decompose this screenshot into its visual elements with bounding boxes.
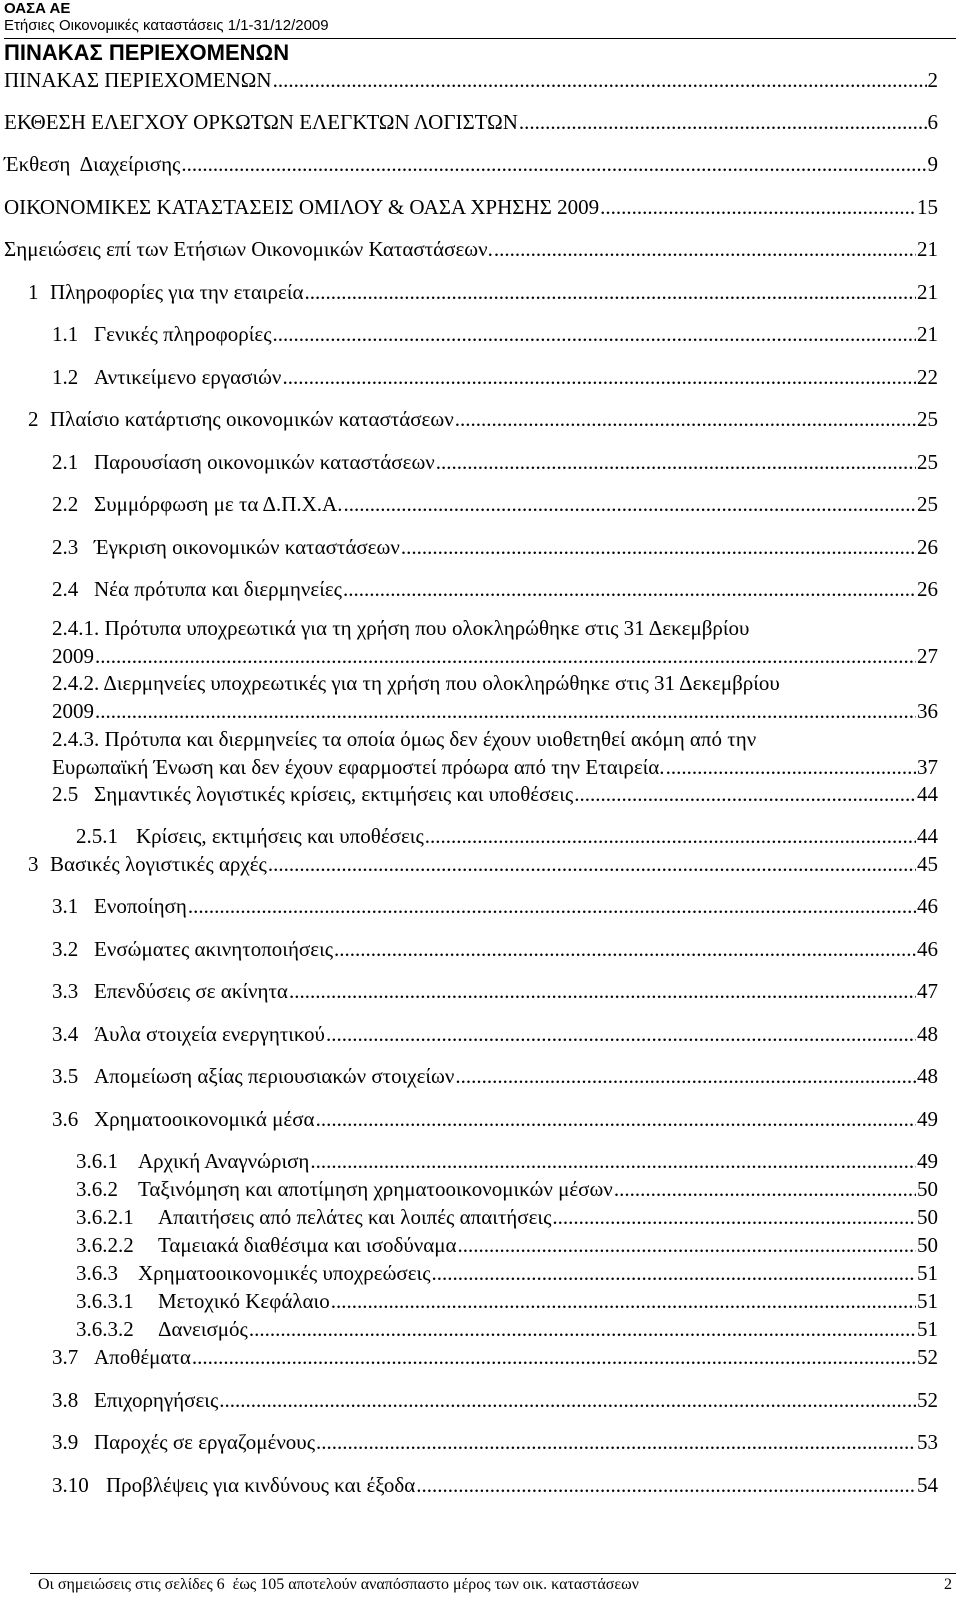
toc-entry-text: Πλαίσιο κατάρτισης οικονομικών καταστάσεων (50, 407, 454, 431)
toc-entry-text: 2009 (52, 644, 94, 668)
toc-entry-page: 51 (917, 1261, 938, 1285)
toc-entry[interactable] (52, 935, 938, 963)
toc-entry-text: Δανεισμός (158, 1317, 248, 1341)
toc-entry-text: Επενδύσεις σε ακίνητα (94, 979, 288, 1003)
toc-entry-text: Ενοποίηση (94, 894, 187, 918)
toc-entry-text: ΠΙΝΑΚΑΣ ΠΕΡΙΕΧΟΜΕΝΩΝ (4, 68, 272, 92)
toc-entry-page: 22 (917, 365, 938, 389)
footer-note: Οι σημειώσεις στις σελίδες 6 έως 105 αποτελούν αναπόσπαστο μέρος των οικ. καταστάσεων (38, 1576, 639, 1593)
toc-entry-text: Επιχορηγήσεις (94, 1388, 219, 1412)
toc-entry-text: Ευρωπαϊκή Ένωση και δεν έχουν εφαρμοστεί πρόωρα από την Εταιρεία. (52, 755, 665, 779)
toc-entry-page: 50 (917, 1233, 938, 1257)
toc-entry-text: Βασικές λογιστικές αρχές (50, 852, 267, 876)
toc-entry[interactable] (52, 725, 938, 781)
toc-entry-page: 26 (917, 535, 938, 559)
toc-entry-page: 47 (917, 979, 938, 1003)
toc-entry-number: 3.10 (52, 1473, 89, 1497)
toc-entry[interactable] (76, 1203, 938, 1231)
document-subtitle: Ετήσιες Οικονομικές καταστάσεις 1/1-31/12/2009 (4, 17, 329, 34)
toc-entry[interactable] (4, 235, 938, 263)
toc-entry-number: 2.5.1 (76, 824, 118, 848)
toc-entry-page: 53 (917, 1430, 938, 1454)
toc-entry-page: 44 (917, 782, 938, 806)
toc-entry-text: Χρηματοοικονομικές υποχρεώσεις (138, 1261, 431, 1285)
toc-entry-number: 1.1 (52, 322, 79, 346)
toc-entry-number: 3.2 (52, 937, 79, 961)
toc-entry-page: 6 (927, 110, 938, 134)
toc-entry[interactable] (52, 575, 938, 603)
toc-entry-page: 27 (917, 644, 938, 668)
toc-entry[interactable] (52, 533, 938, 561)
toc-entry-text: Παροχές σε εργαζομένους (94, 1430, 316, 1454)
toc-entry-page: 46 (917, 894, 938, 918)
toc-entry-page: 50 (917, 1205, 938, 1229)
toc-entry[interactable] (52, 320, 938, 348)
toc-entry-text: Χρηματοοικονομικά μέσα (94, 1107, 315, 1131)
toc-entry[interactable] (76, 1231, 938, 1259)
toc-entry-page: 51 (917, 1317, 938, 1341)
toc-entry-page: 21 (917, 237, 938, 261)
toc-entry-number: 2.4 (52, 577, 79, 601)
toc-entry[interactable] (76, 1287, 938, 1315)
toc-entry[interactable] (52, 780, 938, 808)
toc-entry-page: 52 (917, 1345, 938, 1369)
toc-entry-text: 2.4.1. Πρότυπα υποχρεωτικά για τη χρήση που ολοκληρώθηκε στις 31 Δεκεμβρίου (52, 616, 750, 640)
toc-entry-text: Προβλέψεις για κινδύνους και έξοδα (106, 1473, 416, 1497)
toc-entry-text: Συμμόρφωση με τα Δ.Π.Χ.Α. (94, 492, 343, 516)
toc-entry-text: Μετοχικό Κεφάλαιο (158, 1289, 330, 1313)
toc-entry-page: 15 (917, 195, 938, 219)
footer-page-number: 2 (944, 1576, 952, 1593)
toc-entry-page: 21 (917, 322, 938, 346)
toc-entry[interactable] (52, 1428, 938, 1456)
toc-entry-page: 44 (917, 824, 938, 848)
toc-entry[interactable] (52, 363, 938, 391)
toc-entry-text: Σημαντικές λογιστικές κρίσεις, εκτιμήσεις και υποθέσεις (94, 782, 574, 806)
toc-entry[interactable] (76, 1175, 938, 1203)
toc-entry[interactable] (76, 1147, 938, 1175)
toc-entry-text: Απομείωση αξίας περιουσιακών στοιχείων (94, 1064, 455, 1088)
toc-entry-text: 2009 (52, 699, 94, 723)
toc-entry[interactable] (4, 66, 938, 94)
toc-entry[interactable] (52, 669, 938, 725)
toc-entry-text: Γενικές πληροφορίες (94, 322, 272, 346)
toc-entry[interactable] (52, 1062, 938, 1090)
toc-entry-number: 3.6.3.1 (76, 1289, 134, 1313)
toc-entry[interactable] (4, 193, 938, 221)
toc-entry-text: 2.4.3. Πρότυπα και διερμηνείες τα οποία όμως δεν έχουν υιοθετηθεί ακόμη από την (52, 727, 757, 751)
toc-entry-page: 25 (917, 407, 938, 431)
toc-entry-page: 25 (917, 492, 938, 516)
toc-entry-number: 3.6.1 (76, 1149, 118, 1173)
toc-entry-page: 36 (917, 699, 938, 723)
toc-entry-text: ΟΙΚΟΝΟΜΙΚΕΣ ΚΑΤΑΣΤΑΣΕΙΣ ΟΜΙΛΟΥ & ΟΑΣΑ ΧΡΗΣΗΣ 2009 (4, 195, 600, 219)
toc-entry-page: 49 (917, 1107, 938, 1131)
toc-entry-number: 3.6.2.2 (76, 1233, 134, 1257)
toc-entry[interactable] (52, 892, 938, 920)
toc-entry-text: Πληροφορίες για την εταιρεία (50, 280, 304, 304)
toc-entry-page: 50 (917, 1177, 938, 1201)
toc-entry-page: 37 (917, 755, 938, 779)
toc-entry-page: 48 (917, 1064, 938, 1088)
header-divider (4, 38, 956, 39)
toc-entry-page: 51 (917, 1289, 938, 1313)
toc-entry-text: Ενσώματες ακινητοποιήσεις (94, 937, 334, 961)
toc-entry[interactable] (52, 1386, 938, 1414)
toc-entry[interactable] (4, 150, 938, 178)
toc-entry-number: 2.3 (52, 535, 79, 559)
toc-entry-text: Άυλα στοιχεία ενεργητικού (94, 1022, 325, 1046)
toc-entry-text: Απαιτήσεις από πελάτες και λοιπές απαιτήσεις (158, 1205, 552, 1229)
toc-entry-number: 3.3 (52, 979, 79, 1003)
toc-entry-page: 52 (917, 1388, 938, 1412)
toc-entry-text: Παρουσίαση οικονομικών καταστάσεων (94, 450, 435, 474)
toc-entry-text: Έγκριση οικονομικών καταστάσεων (94, 535, 400, 559)
toc-entry-number: 3.4 (52, 1022, 79, 1046)
toc-entry-page: 45 (917, 852, 938, 876)
toc-entry-page: 49 (917, 1149, 938, 1173)
toc-entry[interactable] (52, 1105, 938, 1133)
toc-entry-number: 3 (28, 852, 39, 876)
toc-entry-number: 3.6.3.2 (76, 1317, 134, 1341)
toc-entry-text: Κρίσεις, εκτιμήσεις και υποθέσεις (136, 824, 424, 848)
toc-entry-text: Σημειώσεις επί των Ετήσιων Οικονομικών Καταστάσεων. (4, 237, 493, 261)
toc-entry-text: Αντικείμενο εργασιών (94, 365, 282, 389)
toc-entry-number: 1.2 (52, 365, 79, 389)
toc-entry[interactable] (28, 850, 938, 878)
toc-entry-number: 3.6.3 (76, 1261, 118, 1285)
toc-entry[interactable] (52, 977, 938, 1005)
toc-entry-page: 48 (917, 1022, 938, 1046)
toc-entry-text: Ταμειακά διαθέσιμα και ισοδύναμα (158, 1233, 457, 1257)
toc-heading: ΠΙΝΑΚΑΣ ΠΕΡΙΕΧΟΜΕΝΩΝ (4, 40, 290, 65)
footer-divider (30, 1573, 956, 1574)
toc-entry-page: 54 (917, 1473, 938, 1497)
toc-entry-text: 2.4.2. Διερμηνείες υποχρεωτικές για τη χρήση που ολοκληρώθηκε στις 31 Δεκεμβρίου (52, 671, 780, 695)
toc-entry[interactable] (28, 405, 938, 433)
toc-entry-text: Αρχική Αναγνώριση (138, 1149, 310, 1173)
toc-entry[interactable] (52, 448, 938, 476)
toc-entry-text: Έκθεση Διαχείρισης (4, 152, 181, 176)
toc-entry[interactable] (76, 822, 938, 850)
toc-entry[interactable] (52, 614, 938, 670)
toc-entry-text: Αποθέματα (94, 1345, 191, 1369)
toc-entry-number: 3.6.2 (76, 1177, 118, 1201)
toc-entry-text: Νέα πρότυπα και διερμηνείες (94, 577, 342, 601)
toc-entry-number: 3.9 (52, 1430, 79, 1454)
toc-entry-number: 1 (28, 280, 39, 304)
toc-entry-number: 2.2 (52, 492, 79, 516)
toc-entry[interactable] (76, 1259, 938, 1287)
toc-entry-number: 3.1 (52, 894, 79, 918)
toc-entry-page: 9 (927, 152, 938, 176)
toc-entry-page: 26 (917, 577, 938, 601)
toc-entry-page: 21 (917, 280, 938, 304)
toc-entry-text: Ταξινόμηση και αποτίμηση χρηματοοικονομικών μέσων (138, 1177, 613, 1201)
toc-entry-number: 3.6.2.1 (76, 1205, 134, 1229)
company-name: ΟΑΣΑ ΑΕ (4, 0, 71, 17)
toc-entry-number: 3.6 (52, 1107, 79, 1131)
toc-entry[interactable] (52, 1471, 938, 1499)
toc-entry-page: 2 (927, 68, 938, 92)
toc-entry[interactable] (52, 490, 938, 518)
toc-entry-page: 46 (917, 937, 938, 961)
toc-entry[interactable] (52, 1020, 938, 1048)
toc-entry-number: 3.7 (52, 1345, 79, 1369)
toc-entry-number: 2.1 (52, 450, 79, 474)
toc-entry-number: 2 (28, 407, 39, 431)
toc-entry[interactable] (52, 1343, 938, 1371)
toc-entry[interactable] (28, 278, 938, 306)
toc-entry-number: 3.5 (52, 1064, 79, 1088)
toc-entry-page: 25 (917, 450, 938, 474)
toc-entry-number: 3.8 (52, 1388, 79, 1412)
toc-entry-text: ΕΚΘΕΣΗ ΕΛΕΓΧΟΥ ΟΡΚΩΤΩΝ ΕΛΕΓΚΤΩΝ ΛΟΓΙΣΤΩΝ (4, 110, 518, 134)
toc-entry[interactable] (76, 1315, 938, 1343)
toc-entry-number: 2.5 (52, 782, 79, 806)
toc-entry[interactable] (4, 108, 938, 136)
